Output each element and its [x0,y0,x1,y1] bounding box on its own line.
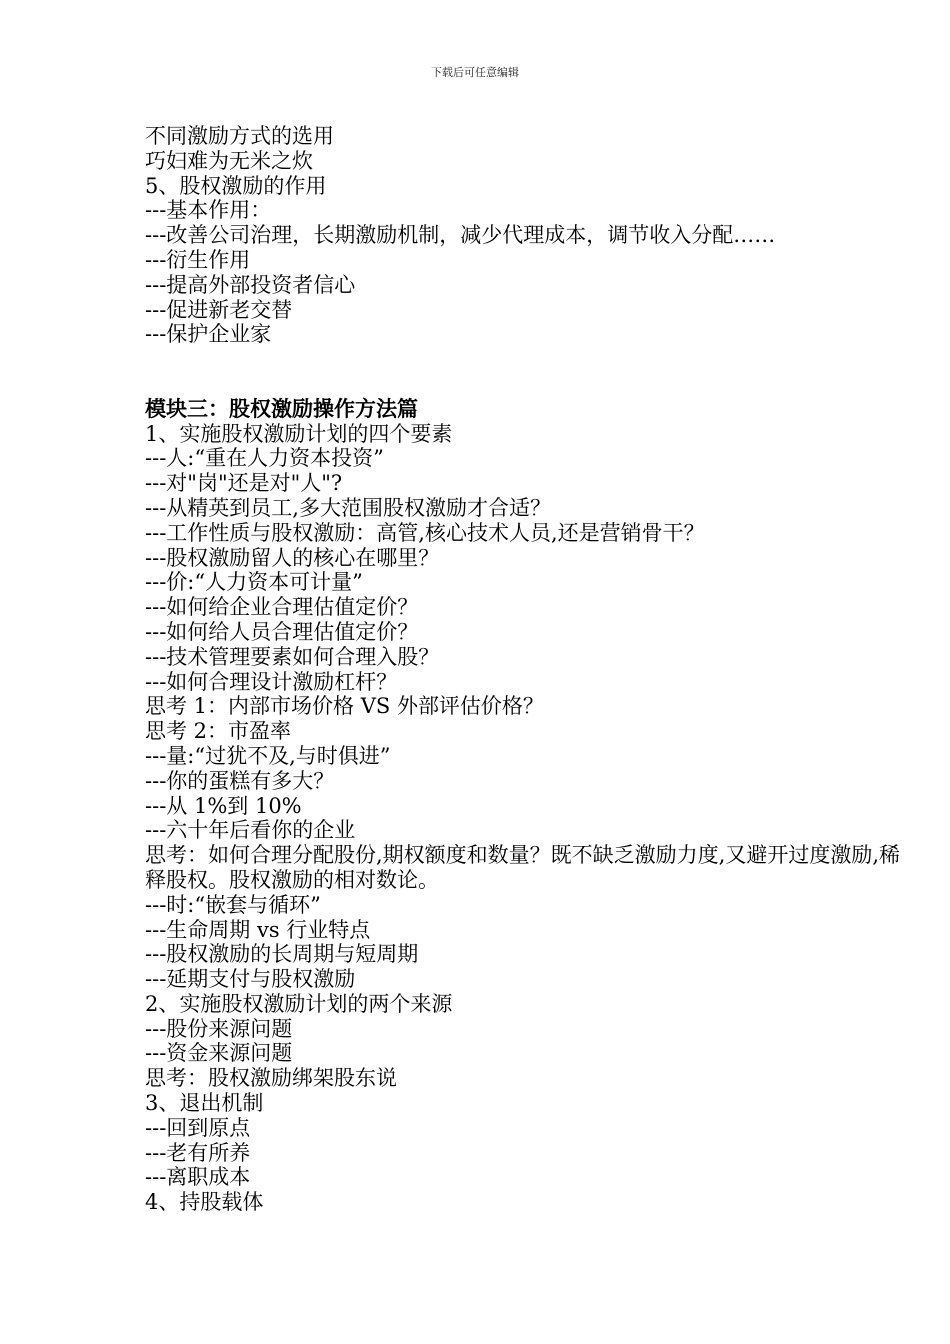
text-line: ---量:“过犹不及,与时俱进” [145,743,391,768]
text-line: 4、持股载体 [145,1190,264,1215]
section-title: 模块三：股权激励操作方法篇 [145,395,418,421]
text-line: ---从精英到员工,多大范围股权激励才合适？ [145,495,551,520]
text-line: ---离职成本 [145,1165,251,1190]
text-line: 3、退出机制 [145,1091,264,1116]
text-line: ---价:“人力资本可计量” [145,570,363,595]
text-line: ---技术管理要素如何合理入股？ [145,644,440,669]
text-line: ---工作性质与股权激励：高管,核心技术人员,还是营销骨干？ [145,520,705,545]
blank-line [145,372,905,397]
text-line: 2、实施股权激励计划的两个来源 [145,991,453,1016]
text-line: ---保护企业家 [145,322,272,347]
text-line: ---衍生作用 [145,247,251,272]
text-line: 5、股权激励的作用 [145,173,327,198]
page-header: 下载后可任意编辑 [431,66,519,79]
text-line: ---资金来源问题 [145,1041,293,1066]
text-line: 思考 2：市盈率 [145,719,292,744]
text-line: ---回到原点 [145,1115,251,1140]
text-line: ---从 1%到 10% [145,793,302,818]
text-line: ---老有所养 [145,1140,251,1165]
text-line: ---基本作用： [145,198,272,223]
text-line: ---提高外部投资者信心 [145,272,356,297]
text-line: ---如何给人员合理估值定价？ [145,619,419,644]
document-body [145,124,905,1215]
text-line: ---股权激励的长周期与短周期 [145,942,419,967]
text-line: ---改善公司治理，长期激励机制，减少代理成本，调节收入分配…… [145,223,776,248]
text-line: ---股权激励留人的核心在哪里？ [145,545,440,570]
text-line: ---延期支付与股权激励 [145,967,356,992]
text-line: ---时:“嵌套与循环” [145,892,321,917]
text-line: ---对"岗"还是对"人"? [145,471,343,496]
text-line: ---人:“重在人力资本投资” [145,446,384,471]
text-line: ---生命周期 vs 行业特点 [145,917,371,942]
text-line: ---如何合理设计激励杠杆？ [145,669,398,694]
paragraph: 思考：如何合理分配股份,期权额度和数量？既不缺乏激励力度,又避开过度激励,稀释股权。股权激励的相对数论。 [145,843,901,892]
text-line: ---如何给企业合理估值定价？ [145,595,419,620]
text-line: ---六十年后看你的企业 [145,818,356,843]
blank-line [145,347,905,372]
text-line: ---促进新老交替 [145,297,293,322]
text-line: 1、实施股权激励计划的四个要素 [145,421,453,446]
text-line: 思考：股权激励绑架股东说 [145,1066,397,1091]
text-line: ---股份来源问题 [145,1016,293,1041]
text-line: 不同激励方式的选用 [145,124,334,148]
text-line: 思考 1：内部市场价格 VS 外部评估价格？ [145,694,544,719]
text-line: ---你的蛋糕有多大？ [145,768,335,793]
text-line: 巧妇难为无米之炊 [145,148,313,173]
